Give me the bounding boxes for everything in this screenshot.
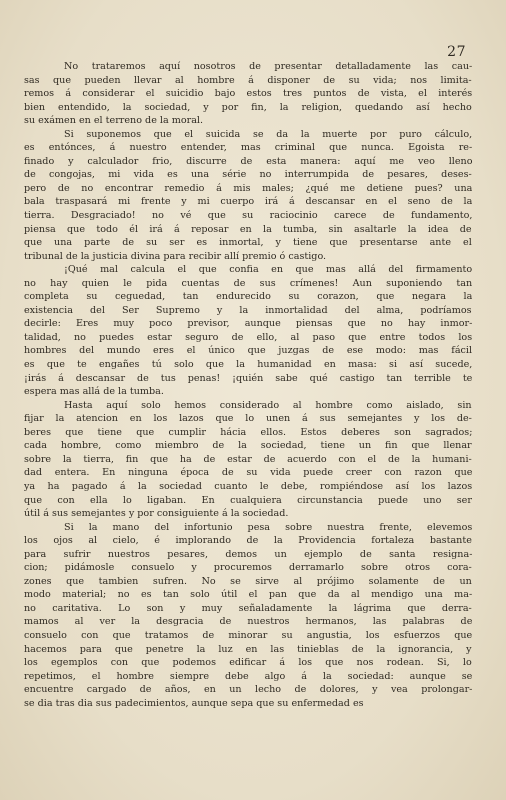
- page-number: 27: [447, 44, 466, 60]
- text-line: tierra. Desgraciado! no vé que su raciocinio carece de fundamento,: [24, 210, 472, 222]
- text-line: que con ella lo ligaban. En cualquiera circunstancia puede uno ser: [24, 494, 472, 506]
- paragraph: [24, 399, 472, 521]
- text-line: modo material; no es tan solo útil el pan que da al mendigo una ma-: [24, 589, 472, 601]
- text-line: su exámen en el terreno de la moral.: [24, 115, 204, 127]
- text-line: hacemos para que penetre la luz en las tinieblas de la ignorancia, y: [24, 643, 472, 655]
- body-text: [24, 60, 472, 710]
- paragraph: [24, 263, 472, 398]
- text-line: piensa que todo él irá á reposar en la tumba, sin asaltarle la idea de: [24, 223, 472, 235]
- text-line: consuelo con que tratamos de minorar su angustia, los esfuerzos que: [24, 629, 472, 641]
- text-line: encuentre cargado de años, en un lecho de dolores, y vea prolongar-: [24, 684, 472, 696]
- text-line: útil á sus semejantes y por consiguiente á la sociedad.: [24, 508, 289, 520]
- text-line: fijar la atencion en los lazos que lo unen á sus semejantes y los de-: [24, 413, 472, 425]
- text-line: sas que pueden llevar al hombre á disponer de su vida; nos limita-: [24, 74, 472, 86]
- text-line: Si la mano del infortunio pesa sobre nuestra frente, elevemos: [64, 521, 472, 533]
- text-line: repetimos, el hombre siempre debe algo á la sociedad: aunque se: [24, 670, 472, 682]
- text-line: Si suponemos que el suicida se da la muerte por puro cálculo,: [64, 128, 472, 140]
- text-line: sobre la tierra, fin que ha de estar de acuerdo con el de la humani-: [24, 453, 472, 465]
- text-line: remos á considerar el suicidio bajo estos tres puntos de vista, el interés: [24, 88, 472, 100]
- text-line: de congojas, mi vida es una série no interrumpida de pesares, deses-: [24, 169, 472, 181]
- text-line: beres que tiene que cumplir hácia ellos. Estos deberes son sagrados;: [24, 426, 472, 438]
- text-line: no caritativa. Lo son y muy señaladamente la lágrima que derra-: [24, 602, 472, 614]
- text-line: completa su ceguedad, tan endurecido su corazon, que negara la: [24, 291, 472, 303]
- text-line: Hasta aquí solo hemos considerado al hombre como aislado, sin: [64, 399, 472, 411]
- text-line: es entónces, á nuestro entender, mas criminal que nunca. Egoista re-: [24, 142, 472, 154]
- text-line: decirle: Eres muy poco previsor, aunque piensas que no hay inmor-: [24, 318, 472, 330]
- text-line: existencia del Ser Supremo y la inmortalidad del alma, podríamos: [24, 304, 472, 316]
- text-line: ¡irás á descansar de tus penas! ¡quién sabe qué castigo tan terrible te: [24, 372, 472, 384]
- text-line: finado y calculador frio, discurre de esta manera: aquí me veo lleno: [24, 155, 472, 167]
- text-line: No trataremos aquí nosotros de presentar detalladamente las cau-: [64, 61, 472, 72]
- text-line: los ojos al cielo, é implorando de la Providencia fortaleza bastante: [24, 535, 472, 547]
- text-line: tribunal de la justicia divina para recibir allí premio ó castigo.: [24, 250, 327, 262]
- text-line: hombres del mundo eres el único que juzgas de ese modo: mas fácil: [24, 345, 472, 357]
- text-line: ¡Qué mal calcula el que confia en que mas allá del firmamento: [64, 264, 472, 276]
- text-line: para sufrir nuestros pesares, demos un ejemplo de santa resigna-: [24, 548, 472, 560]
- text-line: talidad, no puedes estar seguro de ello, al paso que entre todos los: [24, 331, 472, 343]
- text-line: bien entendido, la sociedad, y por fin, la religion, quedando así hecho: [24, 101, 472, 113]
- text-line: los egemplos con que podemos edificar á los que nos rodean. Si, lo: [24, 657, 472, 669]
- text-line: espera mas allá de la tumba.: [24, 386, 164, 398]
- text-line: pero de no encontrar remedio á mis males; ¿qué me detiene pues? una: [24, 182, 472, 194]
- text-line: se dia tras dia sus padecimientos, aunque sepa que su enfermedad es: [24, 697, 364, 709]
- text-line: que una parte de su ser es inmortal, y tiene que presentarse ante el: [24, 237, 472, 249]
- paragraph: [24, 128, 472, 263]
- text-line: cada hombre, como miembro de la sociedad, tiene un fin que llenar: [24, 440, 472, 452]
- text-line: es que te engañes tú solo que la humanidad en masa: si así sucede,: [24, 359, 472, 371]
- text-line: dad entera. En ninguna época de su vida puede creer con razon que: [24, 467, 472, 479]
- text-line: bala traspasará mi frente y mi cuerpo irá á descansar en el seno de la: [24, 196, 472, 208]
- text-line: mamos al ver la desgracia de nuestros hermanos, las palabras de: [24, 616, 472, 628]
- paragraph: [24, 521, 472, 711]
- text-line: zones que tambien sufren. No se sirve al prójimo solamente de un: [24, 575, 472, 587]
- text-line: cion; pidámosle consuelo y procuremos derramarlo sobre otros cora-: [24, 562, 472, 574]
- text-line: ya ha pagado á la sociedad cuanto le debe, rompiéndose así los lazos: [24, 480, 472, 492]
- paragraph: [24, 60, 472, 128]
- text-line: no hay quien le pida cuentas de sus crímenes! Aun suponiendo tan: [24, 277, 472, 289]
